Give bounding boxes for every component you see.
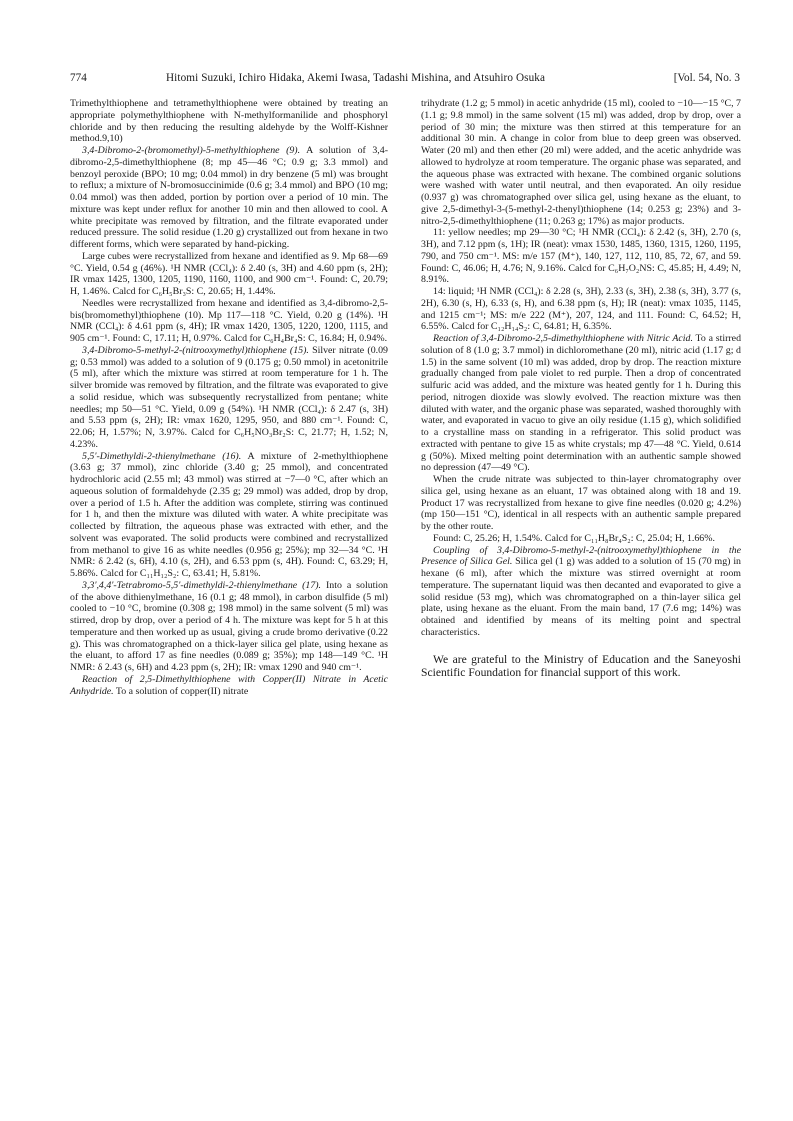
section-body: Silica gel (1 g) was added to a solution of 15 (70 mg) in hexane (6 ml), after which the mixture was stirred overnight at room temperature. The supernatant liquid was then decanted and evaporated to give a solid residue (53 mg), which was chromatographed on a thin-layer silica gel plate, using hexane as the eluant. From the main band, 17 (7.6 mg; 14%) was obtained and identified by means of its melting point and spectral characteristics. xyxy=(421,556,741,638)
paragraph: 14: liquid; ¹H NMR (CCl₄): δ 2.28 (s, 3H), 2.33 (s, 3H), 2.38 (s, 3H), 3.77 (s, 2H), 6.30 (s, H), 6.33 (s, H), and 6.38 ppm (s, H); IR (neat): νmax 1035, 1145, and 1215 cm⁻¹; MS: m/e 222 (M⁺), 207, 124, and 111. Found: C, 64.52; H, 6.55%. Calcd for C₁₂H₁₄S₂: C, 64.81; H, 6.35%. xyxy=(421,286,741,333)
paragraph: 11: yellow needles; mp 29—30 °C; ¹H NMR (CCl₄): δ 2.42 (s, 3H), 2.70 (s, 3H), and 7.12 ppm (s, 1H); IR (neat): νmax 1530, 1485, 1360, 1315, 1260, 1195, 790, and 750 cm⁻¹. MS: m/e 157 (M⁺), 140, 127, 112, 110, 85, 72, 67, and 59. Found: C, 46.06; H, 4.76; N, 9.16%. Calcd for C₆H₇O₂NS: C, 45.85; H, 4.49; N, 8.91%. xyxy=(421,227,741,286)
section-paragraph xyxy=(421,333,741,474)
section-body: To a solution of copper(II) nitrate xyxy=(115,685,249,697)
section-title: Coupling of 3,4-Dibromo-5-methyl-2-(nitrooxymethyl)thiophene in the Presence of Silica Gel. xyxy=(421,544,741,568)
paragraph: Large cubes were recrystallized from hexane and identified as 9. Mp 68—69 °C. Yield, 0.54 g (46%). ¹H NMR (CCl₄): δ 2.40 (s, 3H) and 4.60 ppm (s, 2H); IR νmax 1425, 1300, 1205, 1190, 1160, 1100, and 900 cm⁻¹. Found: C, 20.79; H, 1.46%. Calcd for C₆H₅Br₃S: C, 20.65; H, 1.44%. xyxy=(70,250,388,297)
header-volume: [Vol. 54, No. 3 xyxy=(673,72,740,84)
running-header xyxy=(70,72,740,88)
section-title: 3,3',4,4'-Tetrabromo-5,5'-dimethyldi-2-thienylmethane (17). xyxy=(82,579,322,591)
section-body: Silver nitrate (0.09 g; 0.53 mmol) was added to a solution of 9 (0.175 g; 0.50 mmol) in acetonitrile (5 ml), after which the mixture was stirred at room temperature for 1 h. The silver bromide was removed by filtration, and the filtrate was evaporated to give a solid residue, which was subsequently recrystallized from pentane; white needles; mp 50—51 °C. Yield, 0.09 g (54%). ¹H NMR (CCl₄): δ 2.47 (s, 3H) and 5.53 ppm (s, 2H); IR: νmax 1620, 1295, 950, and 880 cm⁻¹. Found: C, 22.06; H, 1.57%; N, 3.97%. Calcd for C₆H₅NO₃Br₂S: C, 21.77; H, 1.52; N, 4.23%. xyxy=(70,344,388,450)
section-title: Reaction of 3,4-Dibromo-2,5-dimethylthiophene with Nitric Acid. xyxy=(433,333,693,344)
section-paragraph xyxy=(70,145,388,251)
left-column xyxy=(70,98,388,697)
section-title: Reaction of 2,5-Dimethylthiophene with Copper(II) Nitrate in Acetic Anhydride. xyxy=(70,673,388,697)
section-paragraph xyxy=(70,674,388,698)
section-paragraph xyxy=(70,451,388,580)
section-title: 5,5'-Dimethyldi-2-thienylmethane (16). xyxy=(82,450,242,462)
header-authors: Hitomi Suzuki, Ichiro Hidaka, Akemi Iwasa, Tadashi Mishina, and Atsuhiro Osuka xyxy=(166,72,546,84)
paragraph: Found: C, 25.26; H, 1.54%. Calcd for C₁₁H₈Br₄S₂: C, 25.04; H, 1.66%. xyxy=(433,532,715,544)
paragraph: Trimethylthiophene and tetramethylthiophene were obtained by treating an appropriate polymethylthiophene with N-methylformanilide and phosphoryl chloride and by then reducing the resulting aldehyde by the Wolff-Kishner method.9,10) xyxy=(70,98,388,145)
section-body: A mixture of 2-methylthiophene (3.63 g; 37 mmol), zinc chloride (3.40 g; 25 mmol), and concentrated hydrochloric acid (2.55 ml; 43 mmol) was stirred at −7—0 °C, after which an aqueous solution of formaldehyde (2.35 g; 29 mmol) was added, drop by drop, over a period of 1.5 h. After the addition was complete, stirring was continued for 1 h, and then the mixture was diluted with water. A white precipitate was collected by filtration, the aqueous phase was extracted with ether, and the solvent was evaporated. The solid products were combined and recrystallized from methanol to give 16 as white needles (0.956 g; 25%); mp 32—34 °C. ¹H NMR: δ 2.42 (s, 6H), 4.10 (s, 2H), and 6.53 ppm (s, 4H). Found: C, 63.29; H, 5.86%. Calcd for C₁₁H₁₂S₂: C, 63.41; H, 5.81%. xyxy=(70,450,388,579)
paragraph: When the crude nitrate was subjected to thin-layer chromatography over silica gel, using hexane as an eluant, 17 was obtained along with 18 and 19. Product 17 was recrystallized from hexane to give fine needles (0.020 g; 4.2%) (mp 150—151 °C), identical in all respects with an authentic sample prepared by the other route. xyxy=(421,474,741,532)
section-title: 3,4-Dibromo-2-(bromomethyl)-5-methylthiophene (9). xyxy=(82,145,301,156)
section-body: A solution of 3,4-dibromo-2,5-dimethylthiophene (8; mp 45—46 °C; 0.9 g; 3.3 mmol) and benzoyl peroxide (BPO; 10 mg; 0.04 mmol) in dry benzene (5 ml) was brought to reflux; a mixture of N-bromosuccinimide (0.6 g; 3.4 mmol) and BPO (10 mg; 0.04 mmol) was then added, portion by portion over a period of 10 min. The mixture was kept under reflux for another 10 min and then allowed to cool. A white precipitate was removed by filtration, and the filtrate evaporated under reduced pressure. The solid residue (1.20 g) crystallized out from hexane in two different forms, which were separated by hand-picking. xyxy=(70,145,388,250)
section-paragraph xyxy=(70,580,388,674)
section-body: Into a solution of the above dithienylmethane, 16 (0.1 g; 48 mmol), in carbon disulfide (5 ml) cooled to −10 °C, bromine (0.308 g; 198 mmol) in the same solvent (5 ml) was stirred, drop by drop, over a period of 4 h. The mixture was kept for 5 h at this temperature and then worked up as usual, giving a crude bromo derivative (0.22 g). This was chromatographed on a thick-layer silica gel plate, using hexane as the eluant, to afford 17 as fine needles (0.089 g; 35%); mp 148—149 °C. ¹H NMR: δ 2.43 (s, 6H) and 4.23 ppm (s, 2H); IR: νmax 1290 and 940 cm⁻¹. xyxy=(70,579,388,673)
right-column xyxy=(421,98,741,680)
page-number: 774 xyxy=(70,72,87,84)
section-paragraph xyxy=(70,345,388,451)
section-title: 3,4-Dibromo-5-methyl-2-(nitrooxymethyl)thiophene (15). xyxy=(82,344,309,356)
section-body: To a stirred solution of 8 (1.0 g; 3.7 mmol) in dichloromethane (20 ml), nitric acid (1.17 g; d 1.5) in the same solvent (10 ml) was added, drop by drop. The reaction mixture gradually changed from pale violet to red purple. Then a drop of concentrated sulfuric acid was added, and the mixture was heated gently for 1 h. During this period, nitrogen dioxide was slowly evolved. The reaction mixture was then diluted with water, and the organic phase was separated, washed thoroughly with water, and evaporated in vacuo to give an oily residue (1.15 g), which solidified to a crystalline mass on standing in a refrigerator. This solid product was extracted with pentane to give 15 as white crystals; mp 47—48 °C. Yield, 0.614 g (50%). Mixed melting point determination with an authentic sample showed no depression (47—49 °C). xyxy=(421,333,742,474)
section-paragraph xyxy=(421,545,741,639)
paragraph: trihydrate (1.2 g; 5 mmol) in acetic anhydride (15 ml), cooled to −10—−15 °C, 7 (1.1 g; 9.8 mmol) in the same solvent (15 ml) was added, drop by drop, over a period of 30 min; the mixture was then stirred at this temperature for an additional 30 min. A change in color from blue to deep green was observed. Water (20 ml) and then ether (20 ml) were added, and the acetic anhydride was allowed to hydrolyze at room temperature. The organic phase was separated, and the aqueous phase was extracted with hexane. The combined organic solutions were washed with water until neutral, and then evaporated. An oily residue (0.937 g) was chromatographed over silica gel, using hexane as the eluant, to give 2,5-dimethyl-3-(5-methyl-2-thenyl)thiophene (14; 0.253 g; 23%) and 3-nitro-2,5-dimethylthiophene (11; 0.263 g; 17%) as major products. xyxy=(421,98,741,227)
acknowledgement: We are grateful to the Ministry of Education and the Saneyoshi Scientific Foundation for financial support of this work. xyxy=(421,652,741,680)
paragraph: Needles were recrystallized from hexane and identified as 3,4-dibromo-2,5-bis(bromomethyl)thiophene (10). Mp 117—118 °C. Yield, 0.20 g (14%). ¹H NMR (CCl₄): δ 4.61 ppm (s, 4H); IR νmax 1420, 1305, 1220, 1200, 1115, and 905 cm⁻¹. Found: C, 17.11; H, 0.97%. Calcd for C₆H₄Br₄S: C, 16.84; H, 0.94%. xyxy=(70,297,388,344)
